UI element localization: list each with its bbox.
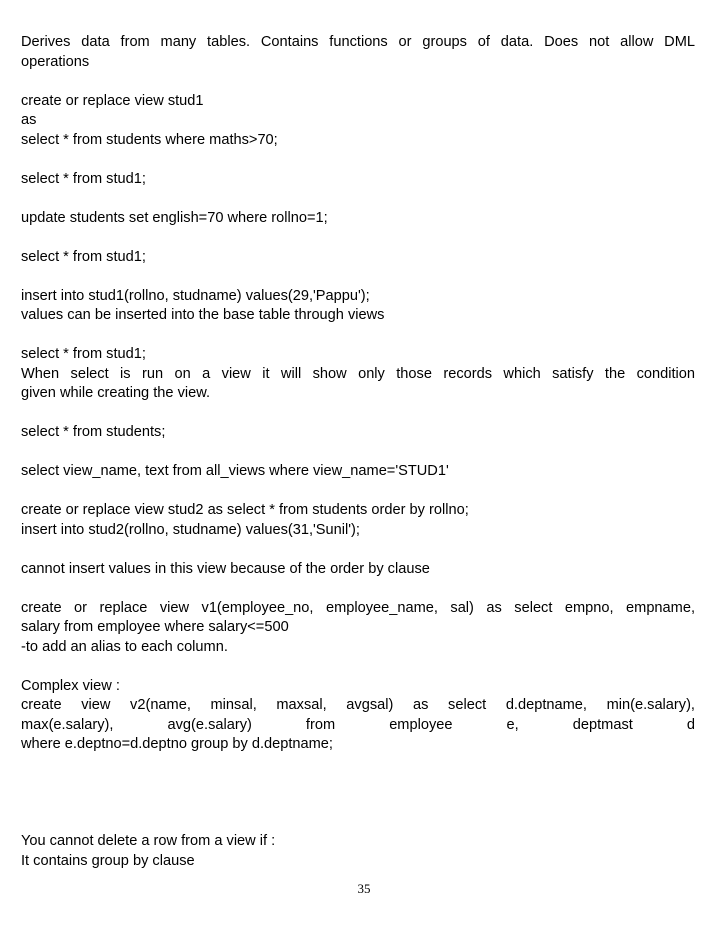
select-note-block <box>21 345 695 404</box>
blank-space <box>21 774 695 832</box>
stud2-line-1: create or replace view stud2 as select * from students order by rollno; <box>21 502 469 518</box>
select-all-views-block <box>21 462 695 482</box>
complex-view-line-3: where e.deptno=d.deptno group by d.deptname; <box>21 736 333 752</box>
intro-paragraph <box>21 33 695 72</box>
v1-line-1: create or replace view v1(employee_no, employee_name, sal) as select empno, empname, <box>21 599 695 616</box>
select-note-line-2: When select is run on a view it will show only those records which satisfy the condition <box>21 365 695 382</box>
stud2-line-2: insert into stud2(rollno, studname) values(31,'Sunil'); <box>21 521 360 538</box>
select-stud1-block-a <box>21 170 695 190</box>
intro-line-1: Derives data from many tables. Contains functions or groups of data. Does not allow DML <box>21 34 695 50</box>
create-stud1-line-2: as <box>21 112 37 128</box>
select-students-line: select * from students; <box>21 424 166 440</box>
complex-view-line-2: max(e.salary), avg(e.salary) from employee e, deptmast d <box>21 716 695 733</box>
complex-view-line-1: create view v2(name, minsal, maxsal, avgsal) as select d.deptname, min(e.salary), <box>21 697 695 713</box>
v1-line-3: -to add an alias to each column. <box>21 638 228 655</box>
cannot-insert-line: cannot insert values in this view because of the order by clause <box>21 560 430 577</box>
update-students-block <box>21 209 695 229</box>
insert-stud1-block <box>21 287 695 326</box>
create-stud1-line-3: select * from students where maths>70; <box>21 131 278 148</box>
insert-stud1-line-1: insert into stud1(rollno, studname) values(29,'Pappu'); <box>21 287 370 304</box>
v1-block <box>21 599 695 658</box>
select-note-line-1: select * from stud1; <box>21 346 146 362</box>
select-all-views-line: select view_name, text from all_views where view_name='STUD1' <box>21 463 449 479</box>
complex-view-block <box>21 677 695 755</box>
delete-rules-line-1: You cannot delete a row from a view if : <box>21 833 276 849</box>
delete-rules-block <box>21 832 695 871</box>
intro-line-2: operations <box>21 53 90 70</box>
select-stud1-line-a: select * from stud1; <box>21 170 146 187</box>
v1-line-2: salary from employee where salary<=500 <box>21 619 289 635</box>
create-stud1-block <box>21 92 695 151</box>
stud2-block <box>21 501 695 540</box>
select-stud1-block-b <box>21 248 695 268</box>
select-stud1-line-b: select * from stud1; <box>21 248 146 265</box>
select-students-block <box>21 423 695 443</box>
create-stud1-line-1: create or replace view stud1 <box>21 92 204 109</box>
complex-view-heading: Complex view : <box>21 677 120 694</box>
page-content <box>21 33 695 891</box>
cannot-insert-block <box>21 560 695 580</box>
update-students-line: update students set english=70 where rollno=1; <box>21 209 328 226</box>
page-number: 35 <box>357 881 371 896</box>
insert-stud1-line-2: values can be inserted into the base table through views <box>21 307 385 323</box>
delete-rules-line-2: It contains group by clause <box>21 852 195 869</box>
select-note-line-3: given while creating the view. <box>21 385 211 401</box>
